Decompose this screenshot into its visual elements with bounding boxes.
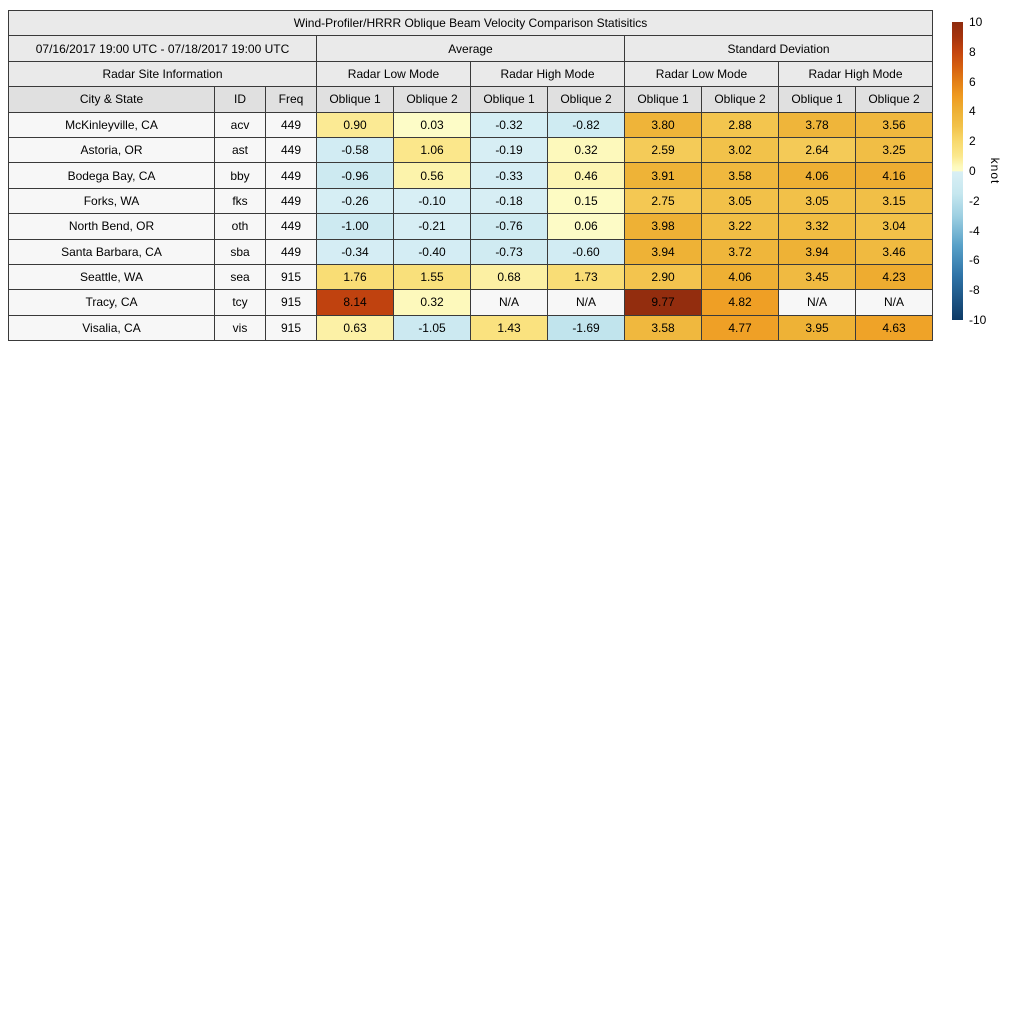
freq-cell: 449 [266, 239, 317, 264]
city-cell: McKinleyville, CA [9, 112, 215, 137]
value-cell: -0.18 [471, 188, 548, 213]
value-cell: N/A [548, 290, 625, 315]
value-cell: 4.06 [779, 163, 856, 188]
table-row [9, 315, 933, 340]
value-cell: 1.06 [394, 137, 471, 162]
value-cell: -0.60 [548, 239, 625, 264]
colorbar-tick-label: 4 [969, 104, 976, 119]
oblique2-column-header: Oblique 2 [702, 87, 779, 112]
city-cell: North Bend, OR [9, 214, 215, 239]
value-cell: 0.32 [548, 137, 625, 162]
value-cell: 3.94 [779, 239, 856, 264]
value-cell: 3.05 [779, 188, 856, 213]
value-cell: 1.73 [548, 264, 625, 289]
value-cell: 3.02 [702, 137, 779, 162]
value-cell: 2.64 [779, 137, 856, 162]
value-cell: 3.98 [625, 214, 702, 239]
city-cell: Astoria, OR [9, 137, 215, 162]
value-cell: -0.76 [471, 214, 548, 239]
id-cell: bby [215, 163, 266, 188]
table-row [9, 188, 933, 213]
colorbar-gradient [952, 22, 963, 320]
value-cell: 3.32 [779, 214, 856, 239]
value-cell: 3.04 [856, 214, 933, 239]
id-cell: vis [215, 315, 266, 340]
freq-cell: 449 [266, 137, 317, 162]
value-cell: N/A [471, 290, 548, 315]
value-cell: 4.63 [856, 315, 933, 340]
id-cell: sea [215, 264, 266, 289]
stats-table [8, 10, 933, 341]
value-cell: -0.10 [394, 188, 471, 213]
value-cell: 3.80 [625, 112, 702, 137]
colorbar-tick-label: -8 [969, 283, 980, 298]
oblique2-column-header: Oblique 2 [394, 87, 471, 112]
column-header-row [9, 87, 933, 112]
table-row [9, 214, 933, 239]
date-range: 07/16/2017 19:00 UTC - 07/18/2017 19:00 UTC [9, 36, 317, 61]
value-cell: 3.94 [625, 239, 702, 264]
city-cell: Forks, WA [9, 188, 215, 213]
value-cell: 4.16 [856, 163, 933, 188]
value-cell: 1.76 [317, 264, 394, 289]
value-cell: -1.05 [394, 315, 471, 340]
value-cell: -1.00 [317, 214, 394, 239]
city-cell: Santa Barbara, CA [9, 239, 215, 264]
value-cell: 4.23 [856, 264, 933, 289]
value-cell: -0.82 [548, 112, 625, 137]
value-cell: -0.34 [317, 239, 394, 264]
city-cell: Tracy, CA [9, 290, 215, 315]
value-cell: 3.05 [702, 188, 779, 213]
city-cell: Visalia, CA [9, 315, 215, 340]
oblique1-column-header: Oblique 1 [471, 87, 548, 112]
value-cell: -1.69 [548, 315, 625, 340]
std-high-mode-header: Radar High Mode [779, 61, 933, 86]
value-cell: -0.58 [317, 137, 394, 162]
value-cell: 1.43 [471, 315, 548, 340]
colorbar [952, 15, 1022, 327]
colorbar-tick-label: -2 [969, 193, 980, 208]
value-cell: 8.14 [317, 290, 394, 315]
value-cell: 0.90 [317, 112, 394, 137]
value-cell: 9.77 [625, 290, 702, 315]
table-row [9, 290, 933, 315]
value-cell: 3.95 [779, 315, 856, 340]
value-cell: 3.91 [625, 163, 702, 188]
group-header-row [9, 36, 933, 61]
freq-cell: 915 [266, 264, 317, 289]
table-row [9, 137, 933, 162]
colorbar-tick-label: 2 [969, 134, 976, 149]
stats-table-wrapper [8, 10, 933, 341]
std-low-mode-header: Radar Low Mode [625, 61, 779, 86]
value-cell: -0.40 [394, 239, 471, 264]
value-cell: 3.45 [779, 264, 856, 289]
value-cell: 4.77 [702, 315, 779, 340]
colorbar-tick-label: -6 [969, 253, 980, 268]
avg-low-mode-header: Radar Low Mode [317, 61, 471, 86]
value-cell: 2.75 [625, 188, 702, 213]
value-cell: 1.55 [394, 264, 471, 289]
value-cell: -0.26 [317, 188, 394, 213]
table-row [9, 264, 933, 289]
table-row [9, 112, 933, 137]
city-cell: Bodega Bay, CA [9, 163, 215, 188]
freq-cell: 915 [266, 315, 317, 340]
oblique1-column-header: Oblique 1 [625, 87, 702, 112]
table-body [9, 112, 933, 341]
value-cell: 3.15 [856, 188, 933, 213]
freq-cell: 449 [266, 188, 317, 213]
value-cell: -0.19 [471, 137, 548, 162]
value-cell: 3.56 [856, 112, 933, 137]
id-cell: fks [215, 188, 266, 213]
value-cell: -0.96 [317, 163, 394, 188]
freq-cell: 449 [266, 112, 317, 137]
value-cell: 0.56 [394, 163, 471, 188]
oblique1-column-header: Oblique 1 [317, 87, 394, 112]
value-cell: 4.82 [702, 290, 779, 315]
freq-cell: 915 [266, 290, 317, 315]
value-cell: 0.46 [548, 163, 625, 188]
city-cell: Seattle, WA [9, 264, 215, 289]
value-cell: 0.15 [548, 188, 625, 213]
table-title: Wind-Profiler/HRRR Oblique Beam Velocity Comparison Statisitics [9, 11, 933, 36]
value-cell: 3.58 [625, 315, 702, 340]
oblique1-column-header: Oblique 1 [779, 87, 856, 112]
std-dev-header: Standard Deviation [625, 36, 933, 61]
value-cell: 4.06 [702, 264, 779, 289]
value-cell: 3.25 [856, 137, 933, 162]
value-cell: 3.72 [702, 239, 779, 264]
id-cell: sba [215, 239, 266, 264]
freq-cell: 449 [266, 163, 317, 188]
colorbar-tick-label: 0 [969, 164, 976, 178]
value-cell: 0.03 [394, 112, 471, 137]
freq-column-header: Freq [266, 87, 317, 112]
average-header: Average [317, 36, 625, 61]
value-cell: 0.63 [317, 315, 394, 340]
title-row [9, 11, 933, 36]
value-cell: 0.68 [471, 264, 548, 289]
id-column-header: ID [215, 87, 266, 112]
city-column-header: City & State [9, 87, 215, 112]
value-cell: 0.32 [394, 290, 471, 315]
oblique2-column-header: Oblique 2 [548, 87, 625, 112]
table-row [9, 239, 933, 264]
mode-header-row [9, 61, 933, 86]
value-cell: 2.88 [702, 112, 779, 137]
value-cell: -0.73 [471, 239, 548, 264]
oblique2-column-header: Oblique 2 [856, 87, 933, 112]
colorbar-tick-label: 6 [969, 74, 976, 89]
id-cell: oth [215, 214, 266, 239]
value-cell: -0.33 [471, 163, 548, 188]
id-cell: ast [215, 137, 266, 162]
id-cell: tcy [215, 290, 266, 315]
value-cell: -0.32 [471, 112, 548, 137]
value-cell: 2.59 [625, 137, 702, 162]
colorbar-unit-label: knot [988, 157, 1002, 185]
table-row [9, 163, 933, 188]
colorbar-tick-label: -10 [969, 313, 987, 327]
colorbar-tick-label: 10 [969, 15, 983, 29]
avg-high-mode-header: Radar High Mode [471, 61, 625, 86]
value-cell: 3.58 [702, 163, 779, 188]
value-cell: 3.46 [856, 239, 933, 264]
value-cell: N/A [856, 290, 933, 315]
colorbar-tick-label: 8 [969, 44, 976, 59]
value-cell: -0.21 [394, 214, 471, 239]
value-cell: 0.06 [548, 214, 625, 239]
value-cell: 3.22 [702, 214, 779, 239]
value-cell: N/A [779, 290, 856, 315]
site-info-header: Radar Site Information [9, 61, 317, 86]
value-cell: 2.90 [625, 264, 702, 289]
value-cell: 3.78 [779, 112, 856, 137]
freq-cell: 449 [266, 214, 317, 239]
id-cell: acv [215, 112, 266, 137]
colorbar-tick-label: -4 [969, 223, 980, 238]
